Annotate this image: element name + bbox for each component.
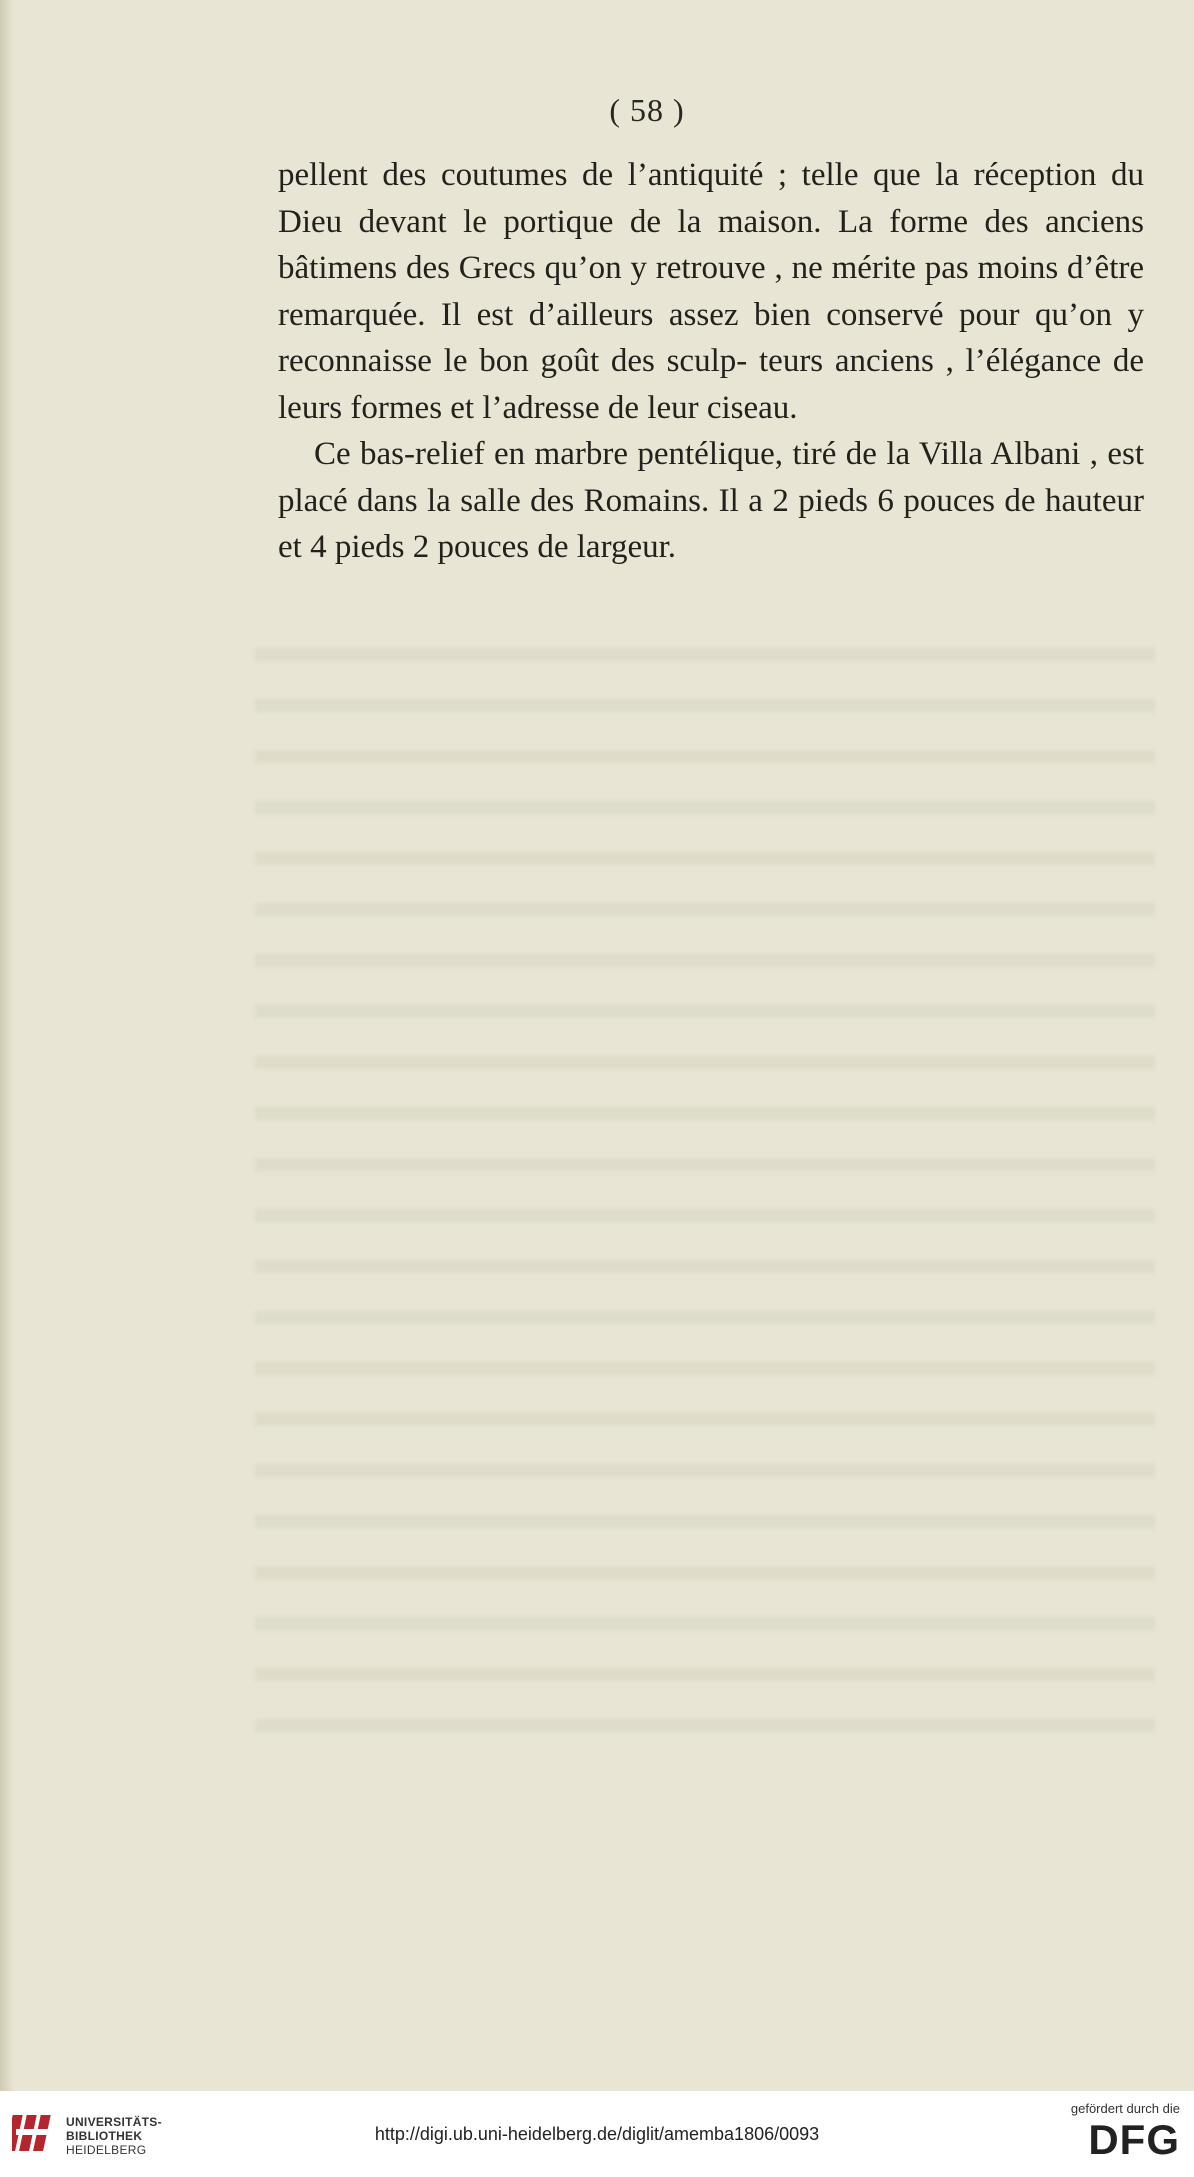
text-line: leur ciseau. xyxy=(647,389,798,426)
dfg-logo: DFG xyxy=(1088,2116,1180,2163)
library-name-line: BIBLIOTHEK xyxy=(66,2129,143,2143)
funding-label: gefördert durch die xyxy=(1070,2101,1180,2116)
text-line: pas moins d’être remarquée. Il est d’ailleurs assez bien xyxy=(278,250,1144,333)
library-name-line: HEIDELBERG xyxy=(66,2143,147,2157)
funding-credit xyxy=(1030,2101,1180,2162)
viewer-footer xyxy=(0,2091,1194,2177)
text-line: pellent des coutumes de l’antiquité ; telle que la réception xyxy=(278,157,1097,193)
bleed-through-texture xyxy=(255,620,1155,1740)
text-line: Ce bas-relief en marbre pentélique, tiré de la Villa xyxy=(314,436,983,472)
text-line: 6 pouces de hauteur et 4 pieds 2 pouces de largeur. xyxy=(278,482,1144,565)
text-line: teurs anciens , l’élégance de leurs formes et l’adresse de xyxy=(278,343,1145,426)
library-name-line: UNIVERSITÄTS- xyxy=(66,2115,162,2129)
paragraph-2 xyxy=(278,431,1144,571)
page-edge-shadow xyxy=(0,0,14,2091)
text-line: anciens bâtimens des Grecs qu’on y retrouve , ne mérite xyxy=(278,203,1145,286)
text-line: du Dieu devant le portique de la maison. La forme des xyxy=(278,157,1144,240)
paragraph-1 xyxy=(278,152,1144,431)
text-line: conservé pour qu’on y reconnaisse le bon goût des sculp- xyxy=(278,296,1144,379)
permalink-url[interactable]: http://digi.ub.uni-heidelberg.de/diglit/amemba1806/0093 xyxy=(374,2124,820,2144)
page-number: ( 58 ) xyxy=(609,92,685,128)
text-line: Albani , est placé dans la salle des Romains. Il a 2 pieds xyxy=(278,436,1144,519)
body-text xyxy=(278,152,1144,571)
